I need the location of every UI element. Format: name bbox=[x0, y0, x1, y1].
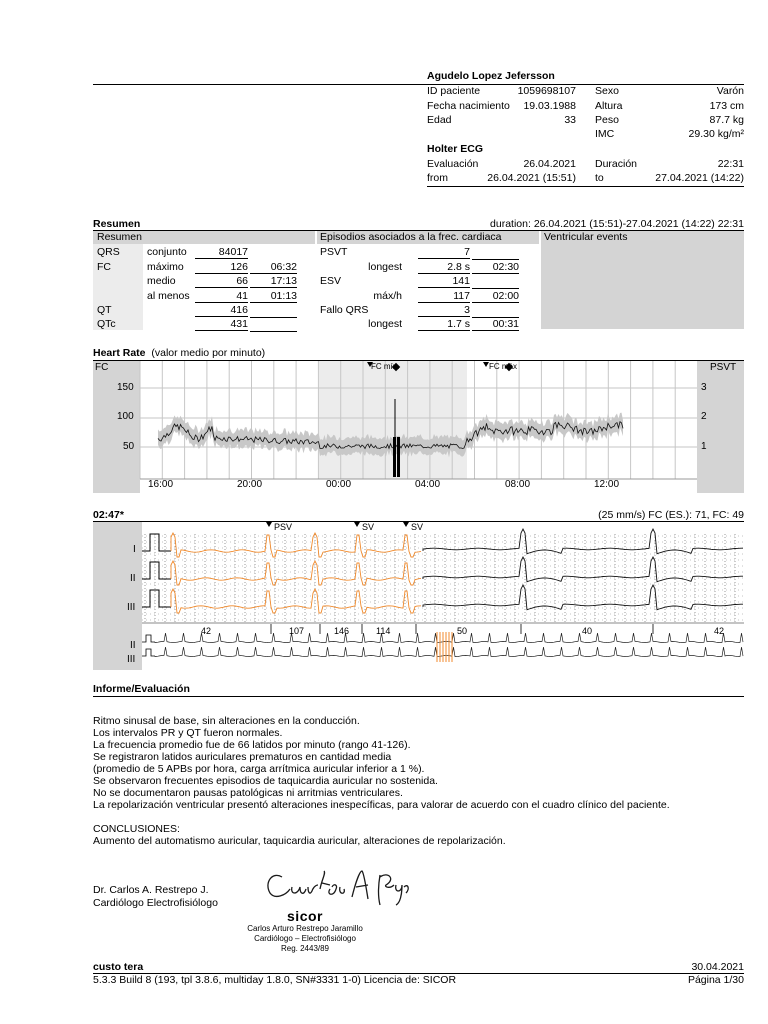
hr-title: Heart Rate bbox=[93, 347, 146, 359]
marker-sv: SV bbox=[362, 522, 375, 532]
esv-row-rule bbox=[472, 288, 519, 289]
esv-label: ESV bbox=[320, 275, 342, 287]
stamp-line-1: Carlos Arturo Restrepo Jaramillo bbox=[247, 924, 363, 933]
stamp-line-3: Reg. 2443/89 bbox=[280, 944, 330, 953]
height-label: Altura bbox=[595, 100, 623, 112]
rhythm-lead-ii: II bbox=[130, 640, 136, 651]
psvt-longest-time: 02:30 bbox=[472, 261, 519, 274]
report-line: La frecuencia promedio fue de 66 latidos por minuto (rango 41-126). bbox=[93, 739, 411, 751]
fc-max-marker-label: FC máx bbox=[489, 362, 517, 371]
height-value: 173 cm bbox=[709, 100, 744, 112]
fc-min-marker-label: FC mín. bbox=[371, 362, 400, 371]
esv-value: 141 bbox=[418, 275, 470, 288]
strip-info: (25 mm/s) FC (ES.): 71, FC: 49 bbox=[598, 509, 744, 521]
qt-value: 416 bbox=[195, 304, 248, 317]
footer-page: Página 1/30 bbox=[687, 974, 744, 986]
qrs-value: 84017 bbox=[195, 246, 248, 259]
fc-min-label: al menos bbox=[147, 290, 190, 302]
hr-right-axis-bg bbox=[697, 361, 744, 493]
fc-mid-label: medio bbox=[147, 275, 176, 287]
pause-longest-time: 00:31 bbox=[472, 318, 519, 331]
report-line: Se observaron frecuentes episodios de taquicardia auricular no sostenida. bbox=[93, 775, 438, 787]
psvt-longest-label: longest bbox=[368, 261, 402, 273]
to-value: 27.04.2021 (14:22) bbox=[655, 172, 744, 184]
fc-max-time: 06:32 bbox=[250, 261, 297, 274]
sex-value: Varón bbox=[716, 85, 744, 97]
footer-date: 30.04.2021 bbox=[691, 961, 744, 973]
hr-rtick-1: 1 bbox=[701, 441, 707, 452]
hr-title-row bbox=[93, 347, 265, 359]
dob-label: Fecha nacimiento bbox=[427, 100, 510, 112]
stamp-line-2: Cardiólogo – Electrofisiólogo bbox=[254, 934, 356, 943]
esv-max-label: máx/h bbox=[373, 290, 402, 302]
strip-time: 02:47* bbox=[93, 509, 124, 521]
pause-longest-value: 1.7 s bbox=[418, 318, 470, 331]
pause-value: 3 bbox=[418, 304, 470, 317]
esv-max-time: 02:00 bbox=[472, 290, 519, 303]
weight-value: 87.7 kg bbox=[709, 114, 744, 126]
col1-header: Resumen bbox=[97, 231, 142, 243]
sicor-stamp bbox=[240, 908, 370, 954]
qtc-value: 431 bbox=[195, 318, 248, 331]
holter-title: Holter ECG bbox=[427, 143, 484, 155]
duration-label: Duración bbox=[595, 158, 638, 170]
report-line: Se registraron latidos auriculares prematuros en cantidad media bbox=[93, 751, 392, 763]
rr-value-0: 42 bbox=[201, 626, 212, 636]
hr-xtick-5: 12:00 bbox=[594, 479, 620, 490]
eval-value: 26.04.2021 bbox=[523, 158, 576, 170]
report-line: La repolarización ventricular presentó alteraciones inespecíficas, para valorar de acuerdo con el cuadro clínico del paciente. bbox=[93, 799, 670, 811]
conclusions-text: Aumento del automatismo auricular, taquicardia auricular, alteraciones de repolarización. bbox=[93, 835, 506, 847]
marker-psv: PSV bbox=[274, 522, 293, 532]
header-rule bbox=[93, 84, 744, 85]
qrs-sub: conjunto bbox=[147, 246, 187, 258]
report-line: Ritmo sinusal de base, sin alteraciones en la conducción. bbox=[93, 715, 360, 727]
psvt-row-rule bbox=[472, 259, 519, 260]
report-line: No se documentaron pausas patológicas ni arritmias ventriculares. bbox=[93, 787, 403, 799]
qtc-label: QTc bbox=[97, 318, 116, 330]
bmi-value: 29.30 kg/m² bbox=[688, 128, 744, 140]
weight-label: Peso bbox=[595, 114, 619, 126]
hr-xtick-0: 16:00 bbox=[148, 479, 174, 490]
doctor-role: Cardiólogo Electrofisiólogo bbox=[93, 897, 218, 909]
to-label: to bbox=[595, 172, 604, 184]
handwritten-signature bbox=[262, 865, 412, 910]
hr-left-axis-bg bbox=[93, 361, 140, 493]
rhythm-lead-iii: III bbox=[127, 654, 136, 665]
lead-iii: III bbox=[127, 602, 136, 613]
from-label: from bbox=[427, 172, 448, 184]
report-rule bbox=[93, 696, 744, 697]
ecg-strip bbox=[93, 522, 744, 670]
psvt-label: PSVT bbox=[320, 246, 348, 258]
pause-longest-label: longest bbox=[368, 318, 402, 330]
fc-mid-value: 66 bbox=[195, 275, 248, 288]
age-label: Edad bbox=[427, 114, 452, 126]
from-value: 26.04.2021 (15:51) bbox=[487, 172, 576, 184]
bmi-label: IMC bbox=[595, 128, 615, 140]
sicor-logo bbox=[240, 908, 370, 924]
psvt-value: 7 bbox=[418, 246, 470, 259]
patient-name: Agudelo Lopez Jefersson bbox=[427, 70, 555, 82]
qrs-label: QRS bbox=[97, 246, 120, 258]
age-value: 33 bbox=[564, 114, 576, 126]
footer-version: 5.3.3 Build 8 (193, tpl 3.8.6, multiday 1.8.0, SN#3331 1-0) Licencia de: SICOR bbox=[93, 974, 457, 986]
sicor-logo-text: sicor bbox=[287, 908, 323, 924]
hr-xtick-1: 20:00 bbox=[237, 479, 263, 490]
rr-value-5: 40 bbox=[582, 626, 593, 636]
report-body bbox=[93, 715, 744, 847]
report-title: Informe/Evaluación bbox=[93, 683, 190, 695]
fc-min-value: 41 bbox=[195, 290, 248, 303]
summary-title: Resumen bbox=[93, 218, 141, 230]
fc-label: FC bbox=[97, 261, 111, 273]
hr-ytick-100: 100 bbox=[117, 411, 134, 422]
eval-label: Evaluación bbox=[427, 158, 479, 170]
fc-mid-time: 17:13 bbox=[250, 275, 297, 288]
col2-header: Episodios asociados a la frec. cardiaca bbox=[320, 231, 502, 243]
fc-max-label: máximo bbox=[147, 261, 184, 273]
report-line: Los intervalos PR y QT fueron normales. bbox=[93, 727, 283, 739]
duration-value: 22:31 bbox=[717, 158, 744, 170]
hr-rtick-2: 2 bbox=[701, 411, 707, 422]
holter-rule bbox=[427, 186, 744, 187]
summary-col3-bg bbox=[541, 231, 744, 329]
esv-max-value: 117 bbox=[418, 290, 470, 303]
id-label: ID paciente bbox=[427, 85, 481, 97]
fc-min-time: 01:13 bbox=[250, 290, 297, 303]
qtc-row-rule bbox=[250, 331, 297, 332]
heart-rate-chart bbox=[93, 361, 744, 493]
lead-ii: II bbox=[130, 573, 136, 584]
psvt-longest-value: 2.8 s bbox=[418, 261, 470, 274]
hr-xtick-2: 00:00 bbox=[326, 479, 352, 490]
rr-value-2: 146 bbox=[334, 626, 350, 636]
lead-i: I bbox=[133, 544, 136, 555]
report-line: (promedio de 5 APBs por hora, carga arrítmica auricular inferior a 1 %). bbox=[93, 763, 425, 775]
rr-value-3: 114 bbox=[376, 626, 391, 636]
rr-value-4: 50 bbox=[457, 626, 468, 636]
hr-xtick-4: 08:00 bbox=[505, 479, 531, 490]
hr-left-axis-label: FC bbox=[95, 362, 109, 373]
summary-duration: duration: 26.04.2021 (15:51)-27.04.2021 (14:22) 22:31 bbox=[490, 218, 744, 230]
fc-max-value: 126 bbox=[195, 261, 248, 274]
sex-label: Sexo bbox=[595, 85, 619, 97]
footer-brand: custo tera bbox=[93, 961, 144, 973]
doctor-name: Dr. Carlos A. Restrepo J. bbox=[93, 884, 209, 896]
col3-header: Ventricular events bbox=[544, 231, 628, 243]
hr-ytick-50: 50 bbox=[123, 441, 135, 452]
pause-label: Fallo QRS bbox=[320, 304, 369, 316]
qt-label: QT bbox=[97, 304, 112, 316]
hr-ytick-150: 150 bbox=[117, 382, 134, 393]
rr-value-6: 42 bbox=[714, 626, 725, 636]
conclusions-title: CONCLUSIONES: bbox=[93, 823, 180, 835]
id-value: 1059698107 bbox=[517, 85, 576, 97]
rr-value-1: 107 bbox=[289, 626, 305, 636]
hr-right-axis-label: PSVT bbox=[710, 362, 737, 373]
hr-rtick-3: 3 bbox=[701, 382, 707, 393]
qt-row-rule bbox=[250, 317, 297, 318]
dob-value: 19.03.1988 bbox=[523, 100, 576, 112]
hr-xtick-3: 04:00 bbox=[415, 479, 441, 490]
marker-sv-2: SV bbox=[411, 522, 424, 532]
hr-subtitle: (valor medio por minuto) bbox=[151, 347, 266, 359]
